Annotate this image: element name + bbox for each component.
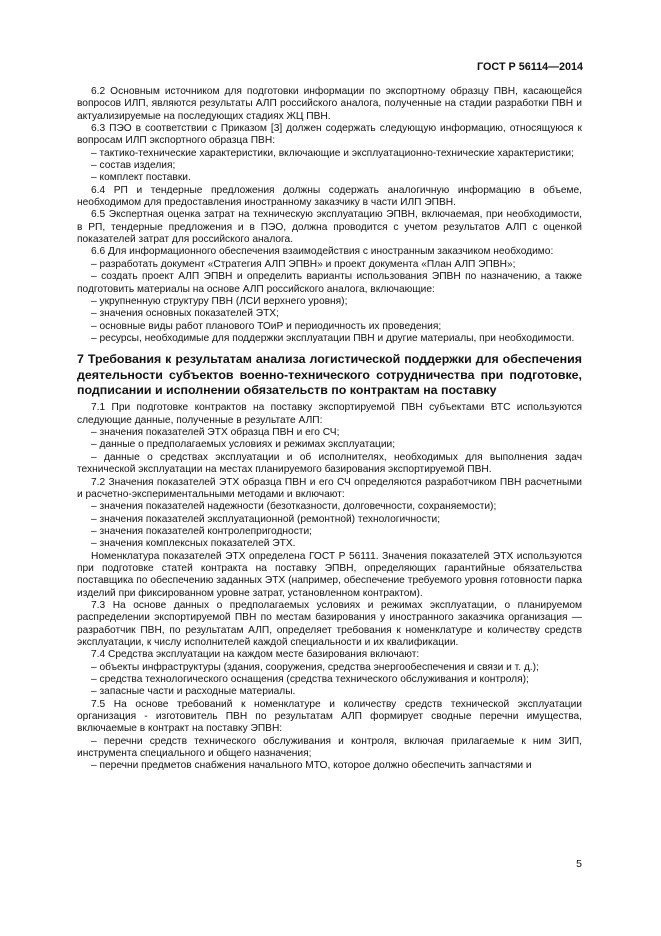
list-item: – значения показателей надежности (безотказности, долговечности, сохраняемости);	[91, 501, 497, 513]
list-item: – значения показателей эксплуатационной (ремонтной) технологичности;	[91, 513, 441, 525]
list-item: – значения комплексных показателей ЭТХ.	[91, 538, 296, 550]
list-item: – перечни предметов снабжения начального МТО, которое должно обеспечить запчастями и	[91, 760, 532, 772]
list-item: – основные виды работ планового ТОиР и периодичность их проведения;	[91, 320, 442, 332]
list-item: – состав изделия;	[91, 160, 176, 172]
section-7-title: 7 Требования к результатам анализа логистической поддержки для обеспечения деятельности субъектов военно-технического сотрудничества при подготовке, подписании и исполнении обязательств по контрактам на поставку	[77, 352, 582, 398]
list-item: – значения показателей контролепригодности;	[91, 525, 312, 537]
list-item: – запасные части и расходные материалы.	[91, 686, 296, 698]
list-item: – ресурсы, необходимые для поддержки эксплуатации ПВН и другие материалы, при необходимости.	[91, 332, 575, 344]
paragraph-7-3: 7.3 На основе данных о предполагаемых условиях и режимах эксплуатации, о планируемом распределении экспортируемой ПВН по местам базирования у иностранного заказчика организация — разработчик ПВН, по результатам АЛП, определяет требования к номенклатуре и количеству средств эксплуатации, к числу исполнителей каждой специальности и их квалификации.	[77, 599, 582, 648]
paragraph-6-5: 6.5 Экспертная оценка затрат на техническую эксплуатацию ЭПВН, включаемая, при необходимости, в РП, тендерные предложения и в ПЭО, должна проводится с учетом результатов АЛП с оценкой показателей затрат для российского аналога.	[77, 209, 582, 246]
paragraph-7-2-nomenclature: Номенклатура показателей ЭТХ определена ГОСТ Р 56111. Значения показателей ЭТХ используются при подготовке статей контракта на поставку ЭПВН, определяющих гарантийные обязательства поставщика по обеспечению заданных ЭТХ (например, обеспечение требуемого уровня готовности парка изделий при фиксированном уровне затрат, установленном контрактом).	[77, 550, 582, 599]
paragraph-7-2: 7.2 Значения показателей ЭТХ образца ПВН и его СЧ определяются разработчиком ПВН расчетными и расчетно-экспериментальными методами и включают:	[77, 476, 582, 500]
list-item: – тактико-технические характеристики, включающие и эксплуатационно-технические характеристики;	[91, 147, 574, 159]
document-code-header: ГОСТ Р 56114—2014	[477, 61, 583, 73]
paragraph-6-4: 6.4 РП и тендерные предложения должны содержать аналогичную информацию в объеме, необходимом для предоставления иностранному заказчику в части ИЛП ЭПВН.	[77, 184, 582, 209]
paragraph-6-2: 6.2 Основным источником для подготовки информации по экспортному образцу ПВН, касающейся вопросов ИЛП, являются результаты АЛП российского аналога, полученные на стадии разработки ПВН и актуализируемые на последующих стадиях ЖЦ ПВН.	[77, 86, 582, 122]
list-item: – перечни средств технического обслуживания и контроля, включая прилагаемые к ним ЗИП, инструмента специального и общего назначения;	[77, 735, 582, 760]
list-item: – значения основных показателей ЭТХ;	[91, 308, 279, 320]
list-item: – значения показателей ЭТХ образца ПВН и его СЧ;	[91, 427, 340, 439]
list-item: – разработать документ «Стратегия АЛП ЭПВН» и проект документа «План АЛП ЭПВН»;	[91, 258, 516, 270]
page-number: 5	[576, 858, 582, 870]
page-content	[77, 86, 582, 773]
list-item: – данные о средствах эксплуатации и об исполнителях, необходимых для выполнения задач технической эксплуатации на местах планируемого базирования экспортируемой ПВН.	[77, 451, 582, 476]
list-item: – средства технологического оснащения (средства технического обслуживания и контроля);	[91, 674, 529, 685]
list-item: – данные о предполагаемых условиях и режимах эксплуатации;	[91, 439, 396, 451]
paragraph-7-1: 7.1 При подготовке контрактов на поставку экспортируемой ПВН субъектами ВТС используются следующие данные, полученные в результате АЛП:	[77, 402, 582, 426]
paragraph-7-5: 7.5 На основе требований к номенклатуре и количеству средств технической эксплуатации организация - изготовитель ПВН по результатам АЛП формирует сводные перечни имущества, включаемые в контракт на поставку ЭПВН:	[77, 698, 582, 735]
paragraph-7-4: 7.4 Средства эксплуатации на каждом месте базирования включают:	[91, 649, 420, 661]
paragraph-6-6: 6.6 Для информационного обеспечения взаимодействия с иностранным заказчиком необходимо:	[91, 246, 554, 258]
paragraph-6-3: 6.3 ПЭО в соответствии с Приказом [3] должен содержать следующую информацию, относящуюся к вопросам ИЛП экспортного образца ПВН:	[77, 123, 582, 147]
list-item: – комплект поставки.	[91, 172, 191, 184]
list-item: – создать проект АЛП ЭПВН и определить варианты использования ЭПВН по назначению, а также подготовить материалы на основе АЛП российского аналога, включающие:	[77, 271, 582, 295]
list-item: – объекты инфраструктуры (здания, сооружения, средства энергообеспечения и связи и т. д.);	[91, 661, 539, 673]
list-item: – укрупненную структуру ПВН (ЛСИ верхнего уровня);	[91, 295, 348, 307]
